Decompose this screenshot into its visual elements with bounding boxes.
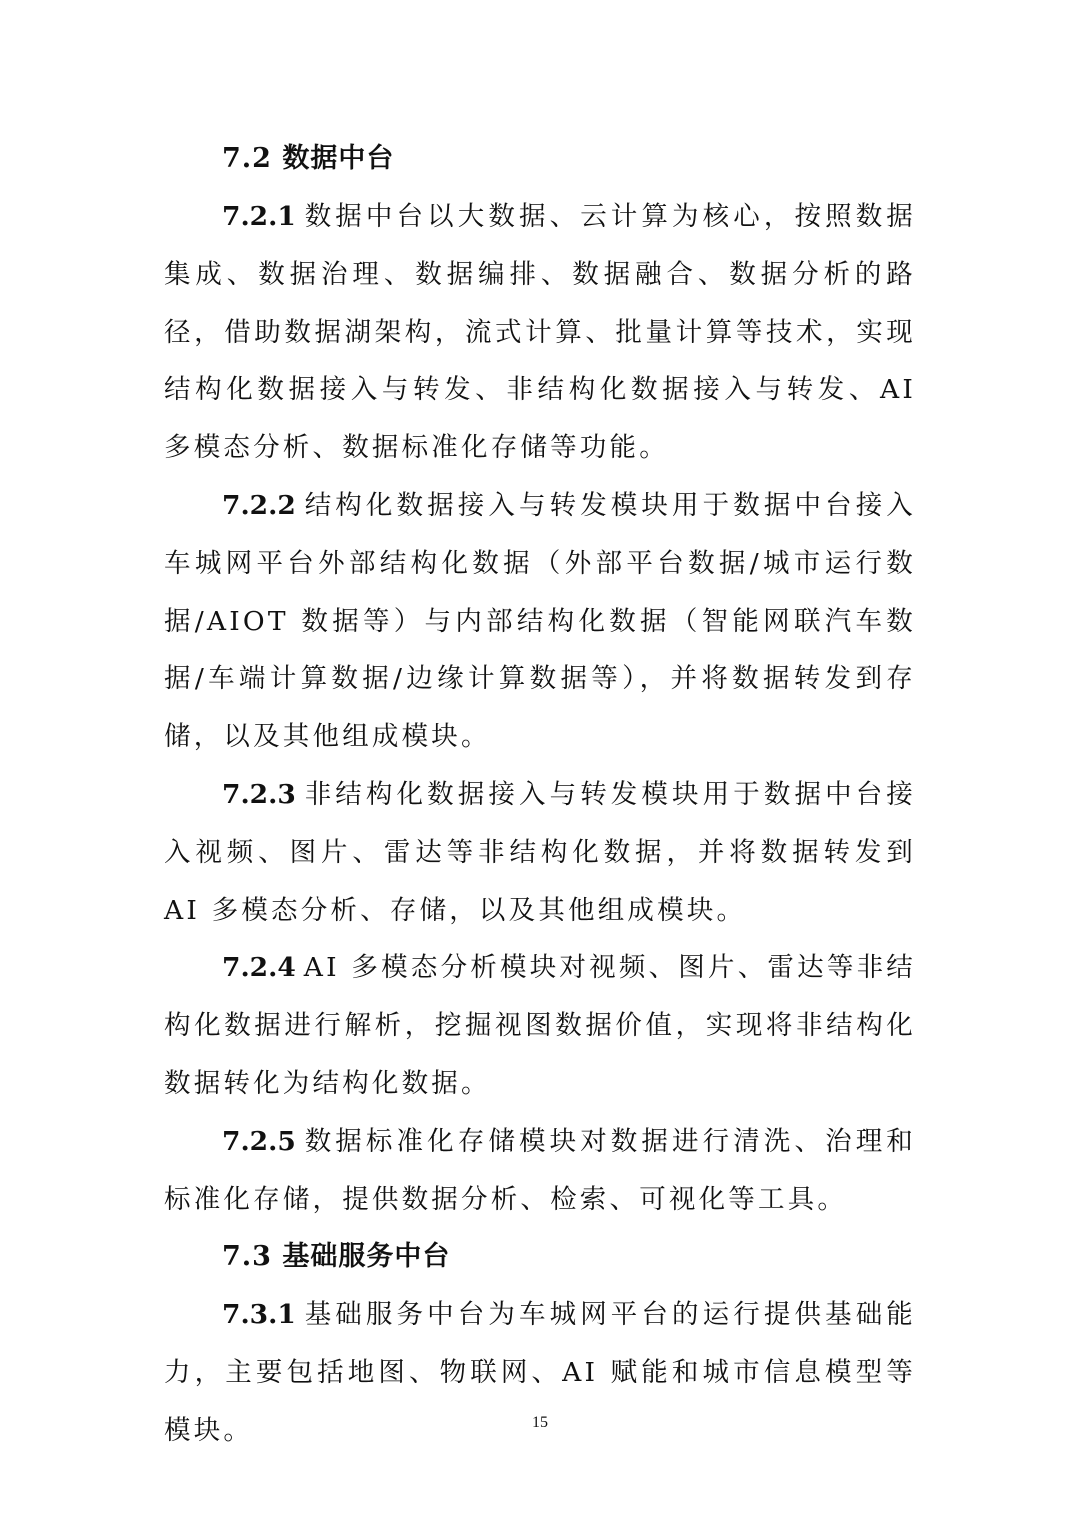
paragraph-text: AI 多模态分析模块对视频、图片、雷达等非结构化数据进行解析，挖掘视图数据价值，实现将非结构化数据转化为结构化数据。: [164, 952, 916, 1099]
paragraph-text: 结构化数据接入与转发模块用于数据中台接入车城网平台外部结构化数据（外部平台数据/城市运行数据/AIOT 数据等）与内部结构化数据（智能网联汽车数据/车端计算数据/边缘计算数据等），并将数据转发到存储，以及其他组成模块。: [164, 489, 916, 753]
paragraph-7-2-2: [164, 477, 916, 766]
clause-number: 7.2.1: [222, 201, 296, 232]
clause-number: 7.2.3: [222, 778, 296, 810]
paragraph-7-3-1: [164, 1286, 916, 1459]
document-body: [164, 130, 916, 1460]
paragraph-text: 数据中台以大数据、云计算为核心，按照数据集成、数据治理、数据编排、数据融合、数据分析的路径，借助数据湖架构，流式计算、批量计算等技术，实现结构化数据接入与转发、非结构化数据接入与转发、AI 多模态分析、数据标准化存储等功能。: [164, 201, 916, 464]
section-heading-7-2: 7.2 数据中台: [222, 143, 395, 174]
paragraph-7-2-5: [164, 1113, 916, 1229]
paragraph-text: 数据标准化存储模块对数据进行清洗、治理和标准化存储，提供数据分析、检索、可视化等工具。: [164, 1125, 916, 1215]
page-number: 15: [532, 1414, 548, 1431]
clause-number: 7.2.2: [222, 489, 296, 521]
paragraph-text: 非结构化数据接入与转发模块用于数据中台接入视频、图片、雷达等非结构化数据，并将数据转发到 AI 多模态分析、存储，以及其他组成模块。: [164, 778, 916, 926]
clause-number: 7.2.5: [222, 1125, 296, 1157]
clause-number: 7.2.4: [222, 952, 296, 984]
paragraph-7-2-4: [164, 939, 916, 1112]
section-heading-7-3: 7.3 基础服务中台: [222, 1241, 451, 1273]
clause-number: 7.3.1: [222, 1299, 296, 1331]
paragraph-7-2-3: [164, 766, 916, 939]
paragraph-7-2-1: [164, 188, 916, 477]
paragraph-text: 基础服务中台为车城网平台的运行提供基础能力，主要包括地图、物联网、AI 赋能和城市信息模型等模块。: [164, 1299, 916, 1446]
